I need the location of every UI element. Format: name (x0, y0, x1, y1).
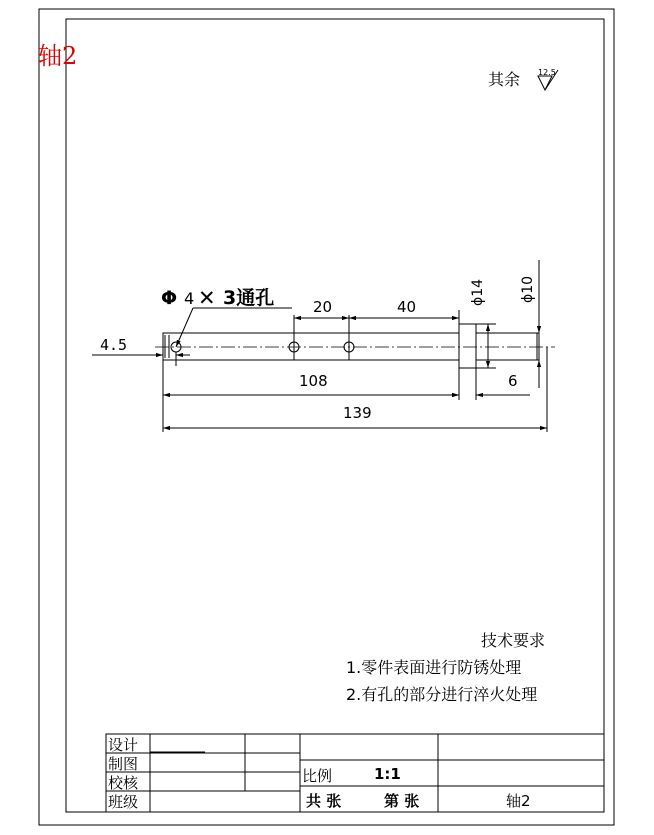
tb-part-name: 轴2 (506, 792, 531, 810)
hole-cross: ✕ (198, 286, 216, 310)
tb-scale-label: 比例 (302, 767, 333, 785)
roughness-value: 12.5 (538, 68, 556, 77)
hole-count: 3通孔 (223, 287, 275, 309)
collar (459, 324, 476, 368)
dim-shaft-diameter-value: ϕ10 (520, 275, 536, 303)
tb-check: 校核 (108, 774, 139, 792)
dim-shoulder-value: 6 (508, 372, 518, 390)
tb-class: 班级 (108, 793, 139, 811)
roughness-symbol (538, 68, 558, 90)
dim-shaft-length: 108 (299, 372, 328, 390)
tech-title: 技术要求 (481, 631, 546, 650)
tech-item-1: 1.零件表面进行防锈处理 (346, 658, 522, 677)
dim-hole-pitch-2: 40 (397, 298, 417, 316)
tech-item-2: 2.有孔的部分进行淬火处理 (346, 685, 538, 704)
hole-phi: Φ (161, 287, 178, 309)
holes (171, 315, 354, 360)
dim-hole-pitch-1: 20 (313, 298, 333, 316)
tb-drawing: 制图 (108, 755, 139, 773)
tb-scale-value: 1:1 (374, 765, 401, 783)
dim-collar-diameter-value: ϕ14 (470, 278, 486, 306)
dim-left-offset-value: 4.5 (100, 336, 128, 354)
dim-collar-diameter (476, 324, 496, 368)
hole-callout (161, 286, 292, 347)
hole-spec: 4 (184, 289, 195, 308)
tb-sheet-no: 第 张 (384, 792, 420, 810)
tb-design: 设计 (108, 736, 139, 754)
dim-left-offset (92, 352, 190, 366)
dim-total-length: 139 (343, 404, 372, 422)
shaft-outline (163, 324, 539, 368)
tb-sheets-total: 共 张 (306, 792, 342, 810)
part-name-label: 轴2 (38, 42, 78, 70)
roughness-label: 其余 (488, 70, 521, 89)
